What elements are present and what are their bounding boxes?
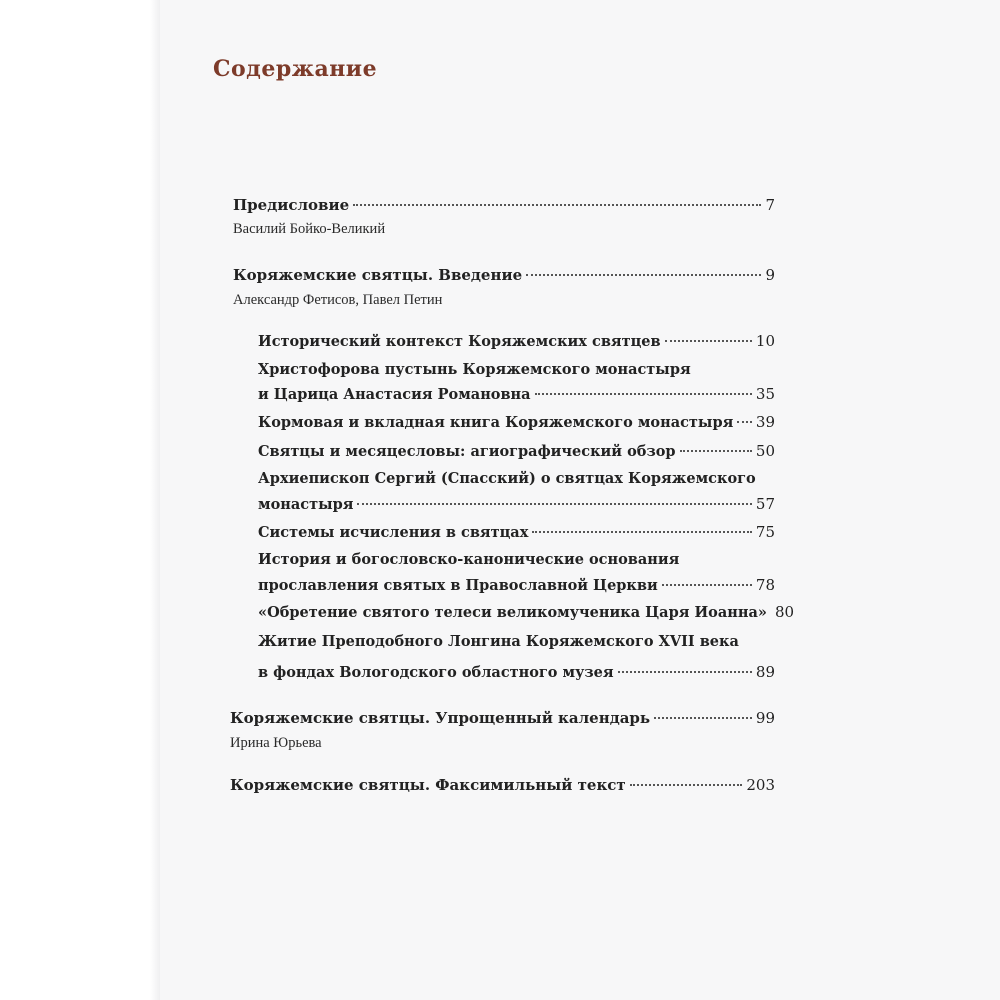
toc-subentry[interactable] (258, 494, 775, 515)
toc-entry-title: Коряжемские святцы. Факсимильный текст (230, 776, 626, 794)
toc-subentry-page: 80 (774, 603, 795, 621)
toc-entry-title: Коряжемские святцы. Упрощенный календарь (230, 709, 651, 727)
toc-subentry[interactable] (258, 662, 775, 683)
toc-subentry-page: 35 (755, 385, 775, 403)
dot-leader (526, 274, 761, 276)
dot-leader (680, 450, 752, 452)
dot-leader (737, 421, 752, 423)
dot-leader (630, 784, 743, 786)
dot-leader (665, 340, 752, 342)
toc-entry-title: Коряжемские святцы. Введение (233, 266, 523, 284)
toc-subentry[interactable] (258, 602, 795, 623)
toc-subentry-page: 89 (755, 663, 775, 681)
dot-leader (654, 717, 752, 719)
toc-subentry-title-line1: История и богословско-канонические основания (258, 551, 680, 568)
toc-entry[interactable] (233, 265, 775, 285)
dot-leader (353, 204, 761, 206)
toc-entry-author: Ирина Юрьева (230, 735, 322, 751)
toc-entry-author: Василий Бойко-Великий (233, 221, 386, 237)
toc-subentry-title: Кормовая и вкладная книга Коряжемского монастыря (258, 414, 734, 431)
toc-subentry[interactable] (258, 575, 775, 596)
toc-entry-page: 9 (765, 266, 775, 284)
toc-subentry-title: и Царица Анастасия Романовна (258, 386, 531, 403)
toc-entry[interactable] (233, 195, 775, 215)
toc-subentry-title: Системы исчисления в святцах (258, 524, 529, 541)
toc-entry-page: 99 (755, 709, 775, 727)
toc-subentry-page: 50 (755, 442, 775, 460)
toc-subentry[interactable] (258, 412, 775, 433)
toc-subentry-page: 10 (755, 332, 775, 350)
toc-subentry-title: Исторический контекст Коряжемских святцев (258, 333, 661, 350)
toc-entry-page: 7 (765, 196, 775, 214)
toc-entry-author: Александр Фетисов, Павел Петин (233, 292, 443, 308)
toc-subentry[interactable] (258, 384, 775, 405)
toc-subentry[interactable] (258, 441, 775, 462)
toc-subentry-title: прославления святых в Православной Церкви (258, 577, 658, 594)
toc-entry[interactable] (230, 708, 775, 728)
dot-leader (662, 584, 752, 586)
toc-subentry-title: монастыря (258, 496, 354, 513)
toc-subentry-title-line1: Христофорова пустынь Коряжемского монастыря (258, 361, 691, 378)
page-title: Содержание (213, 56, 378, 82)
dot-leader (532, 531, 752, 533)
dot-leader (357, 503, 751, 505)
toc-subentry[interactable] (258, 331, 775, 352)
dot-leader (535, 393, 752, 395)
toc-subentry-title: в фондах Вологодского областного музея (258, 664, 614, 681)
toc-entry[interactable] (230, 775, 775, 795)
toc-subentry-page: 78 (755, 576, 775, 594)
toc-subentry-title: Святцы и месяцесловы: агиографический обзор (258, 443, 676, 460)
toc-entry-page: 203 (746, 776, 775, 794)
toc-subentry-title-line1: Архиепископ Сергий (Спасский) о святцах Коряжемского (258, 470, 756, 487)
dot-leader (618, 671, 752, 673)
toc-subentry-title-line1: Житие Преподобного Лонгина Коряжемского XVII века (258, 633, 739, 650)
toc-entry-title: Предисловие (233, 196, 350, 214)
toc-subentry-page: 57 (755, 495, 775, 513)
toc-subentry-page: 39 (755, 413, 775, 431)
toc-subentry-page: 75 (755, 523, 775, 541)
toc-subentry[interactable] (258, 522, 775, 543)
toc-subentry-title: «Обретение святого телеси великомученика Царя Иоанна» (258, 604, 767, 621)
